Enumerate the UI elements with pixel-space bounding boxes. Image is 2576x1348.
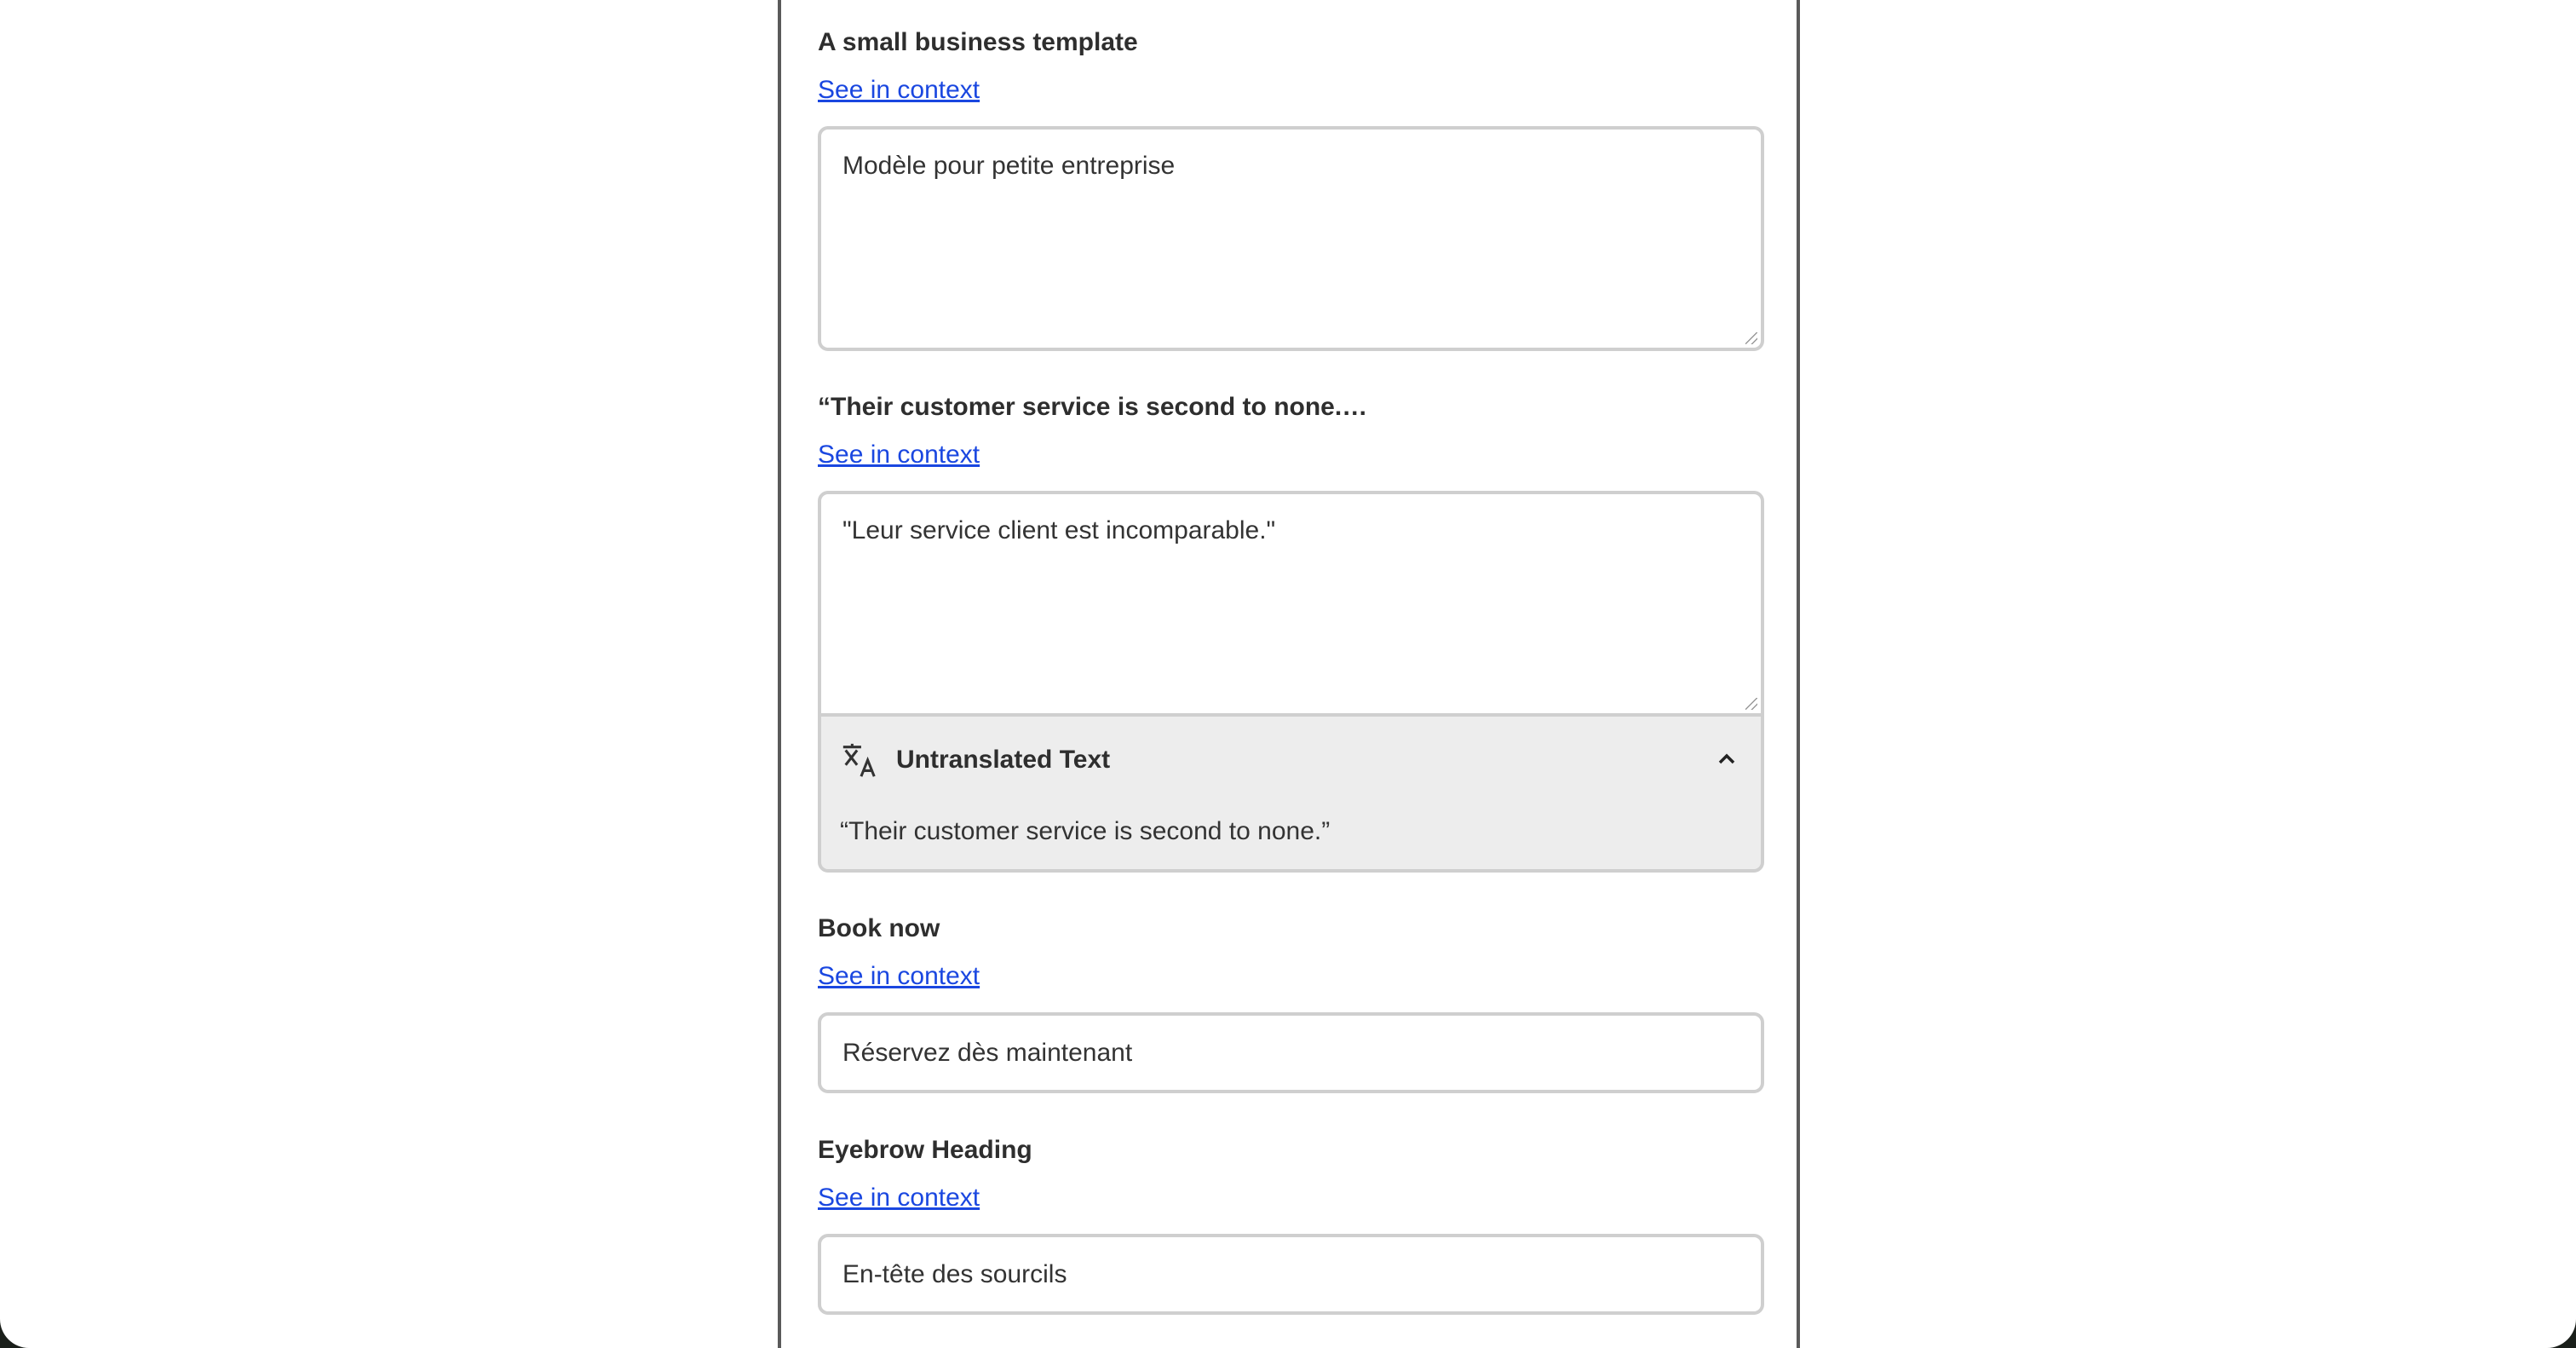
translation-panel (778, 0, 1800, 1348)
see-in-context-link[interactable]: See in context (818, 441, 980, 469)
chevron-up-icon[interactable] (1716, 751, 1737, 768)
textarea-value: Modèle pour petite entreprise (842, 152, 1176, 180)
source-heading: “Their customer service is second to none.… (818, 393, 1368, 421)
source-heading: Eyebrow Heading (818, 1136, 1032, 1164)
untranslated-source-text: “Their customer service is second to none.” (840, 817, 1331, 845)
resize-handle[interactable] (1745, 332, 1757, 344)
translation-textarea[interactable] (818, 491, 1764, 717)
translation-textarea[interactable] (818, 126, 1764, 351)
translation-input[interactable]: Réservez dès maintenant (818, 1012, 1764, 1093)
see-in-context-link[interactable]: See in context (818, 1184, 980, 1212)
source-heading: Book now (818, 914, 940, 942)
resize-handle[interactable] (1745, 698, 1757, 710)
untranslated-text-panel (818, 713, 1764, 873)
see-in-context-link[interactable]: See in context (818, 76, 980, 104)
translation-input[interactable]: En-tête des sourcils (818, 1234, 1764, 1315)
untranslated-header[interactable] (821, 717, 1761, 802)
translate-icon (840, 740, 879, 780)
source-heading: A small business template (818, 28, 1138, 56)
untranslated-title: Untranslated Text (896, 746, 1111, 774)
see-in-context-link[interactable]: See in context (818, 962, 980, 990)
textarea-value: "Leur service client est incomparable." (842, 516, 1276, 544)
